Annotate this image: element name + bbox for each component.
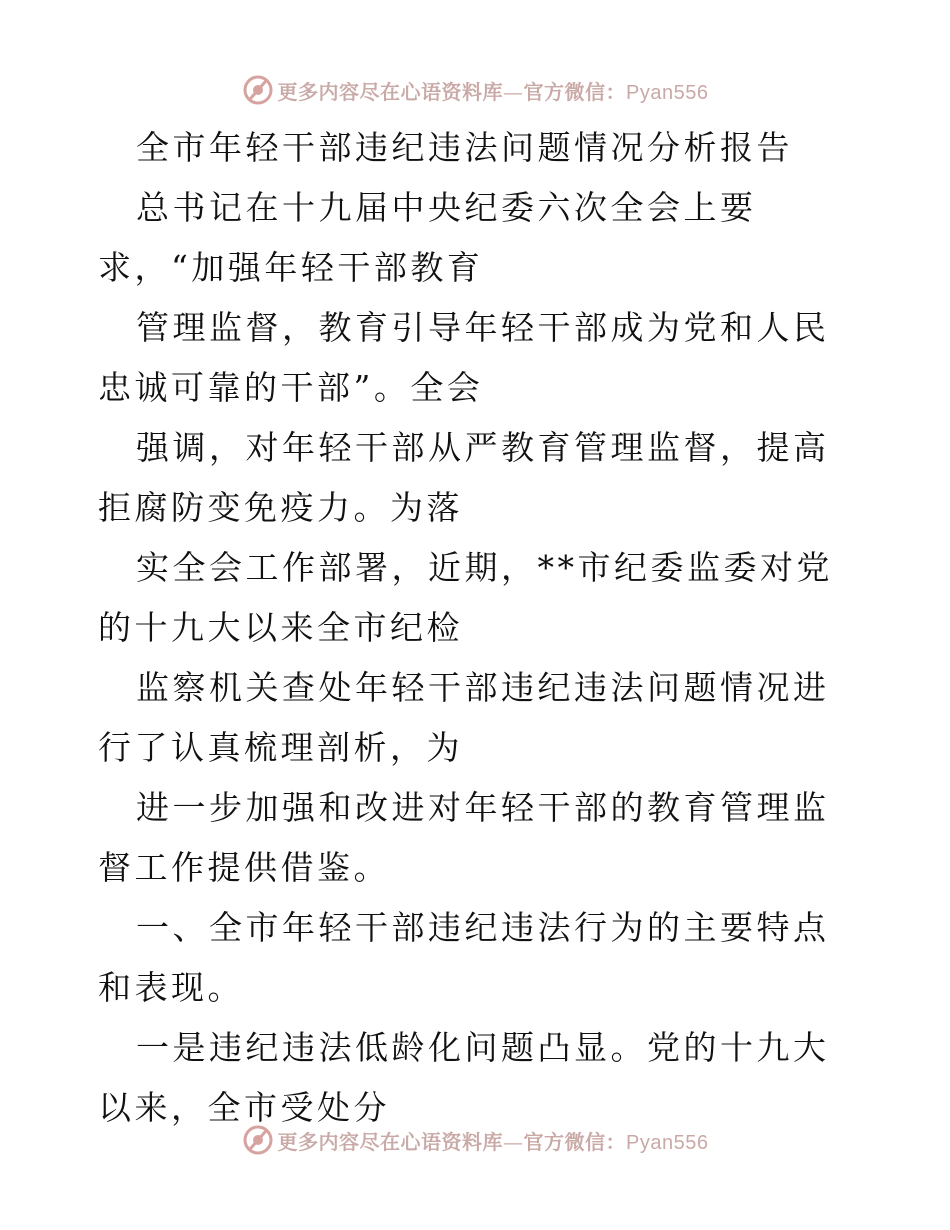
- footer-banner-text: [278, 1126, 709, 1155]
- footer-banner-wechat-id: Pyan556: [626, 1131, 709, 1154]
- header-banner-slogan: 更多内容尽在心语资料库: [277, 79, 504, 104]
- footer-banner-slogan: 更多内容尽在心语资料库: [277, 1129, 504, 1154]
- paragraph: 强调，对年轻干部从严教育管理监督，提高拒腐防变免疫力。为落: [98, 428, 830, 527]
- paragraph: 总书记在十九届中央纪委六次全会上要求，“加强年轻干部教育: [98, 188, 757, 287]
- header-banner-separator: —: [503, 79, 524, 104]
- document-title: 全市年轻干部违纪违法问题情况分析报告: [136, 128, 793, 167]
- header-banner: [0, 70, 950, 110]
- section-heading: 一、全市年轻干部违纪违法行为的主要特点和表现。: [98, 908, 830, 1007]
- header-banner-wechat-label: 官方微信：: [523, 79, 627, 104]
- header-banner-wechat-id: Pyan556: [626, 81, 709, 104]
- footer-banner: [0, 1120, 950, 1160]
- paragraph: 一是违纪违法低龄化问题凸显。党的十九大以来，全市受处分: [98, 1028, 830, 1127]
- paragraph: 监察机关查处年轻干部违纪违法问题情况进行了认真梳理剖析，为: [98, 668, 830, 767]
- paragraph: 进一步加强和改进对年轻干部的教育管理监督工作提供借鉴。: [98, 788, 830, 887]
- footer-banner-separator: —: [503, 1129, 524, 1154]
- paragraph: 管理监督，教育引导年轻干部成为党和人民忠诚可靠的干部”。全会: [98, 308, 830, 407]
- footer-banner-wechat-label: 官方微信：: [523, 1129, 627, 1154]
- brand-logo-icon: [242, 74, 274, 106]
- brand-logo-icon: [242, 1124, 274, 1156]
- document-body: [98, 118, 858, 1138]
- header-banner-text: [278, 76, 709, 105]
- paragraph: 实全会工作部署，近期，**市纪委监委对党的十九大以来全市纪检: [98, 548, 833, 647]
